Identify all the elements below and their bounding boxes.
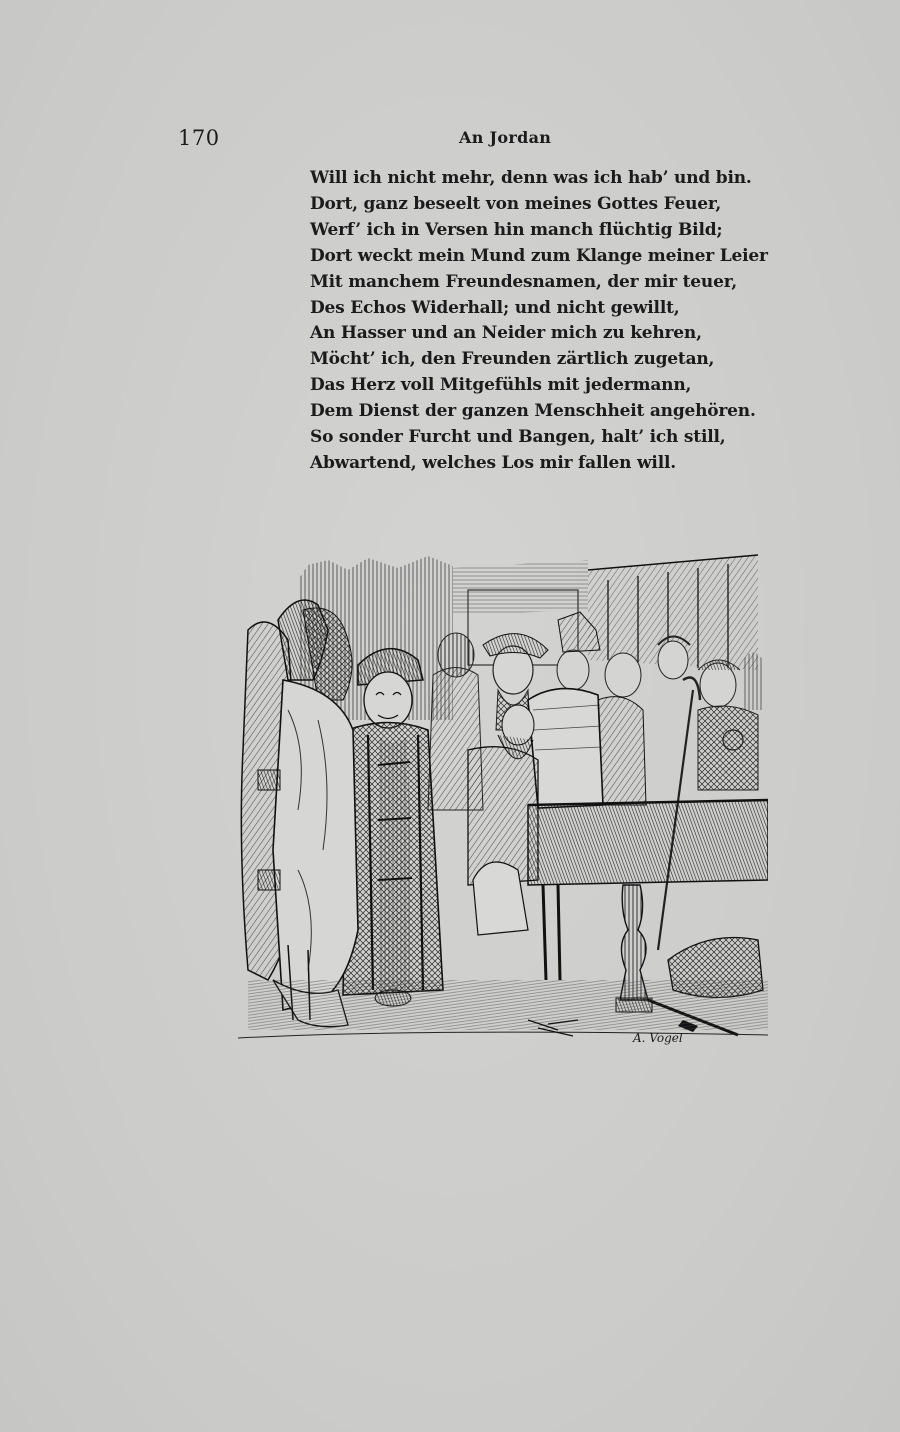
page-number: 170 (178, 126, 220, 150)
verse-line: Dort weckt mein Mund zum Klange meiner Leier (310, 245, 768, 266)
verse-line: So sonder Furcht und Bangen, halt’ ich still, (310, 427, 726, 448)
verse-line: Dort, ganz beseelt von meines Gottes Feuer, (310, 193, 722, 214)
engraving-illustration (228, 550, 768, 1046)
verse-line: Mit manchem Freundesnamen, der mir teuer, (310, 271, 737, 292)
verse-line: An Hasser und an Neider mich zu kehren, (310, 323, 702, 344)
verse-line: Abwartend, welches Los mir fallen will. (310, 452, 676, 473)
fur-covered-figure (241, 600, 358, 1027)
verse-line: Möcht’ ich, den Freunden zärtlich zugetan, (310, 349, 715, 370)
verse-line: Das Herz voll Mitgefühls mit jedermann, (310, 375, 692, 396)
verse-line: Dem Dienst der ganzen Menschheit angehören. (310, 401, 756, 422)
show-through (590, 175, 720, 495)
verse-line: Will ich nicht mehr, denn was ich hab’ und bin. (310, 168, 752, 188)
running-head: An Jordan (459, 128, 552, 147)
verse-line: Des Echos Widerhall; und nicht gewillt, (310, 297, 680, 318)
verse-line: Werf’ ich in Versen hin manch flüchtig Bild; (310, 219, 723, 240)
artist-signature: A. Vogel (633, 1031, 683, 1045)
